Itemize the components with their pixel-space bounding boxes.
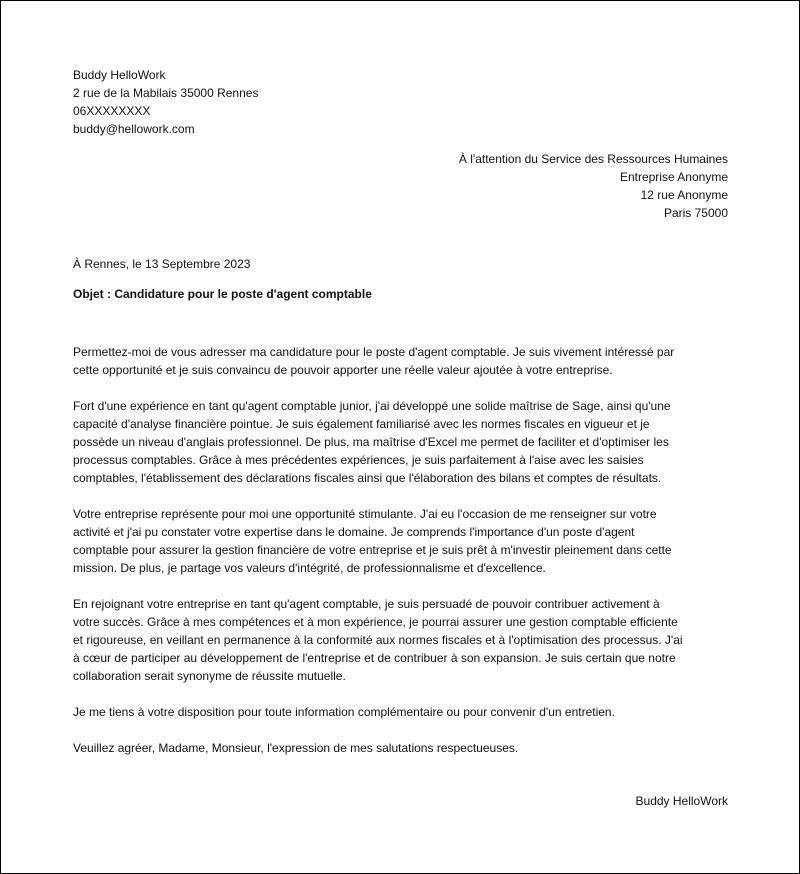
sender-phone: 06XXXXXXXX: [73, 104, 151, 118]
paragraph-line: Je me tiens à votre disposition pour toute information complémentaire ou pour convenir d'un entretien.: [73, 705, 615, 719]
paragraph-line: comptable pour assurer la gestion financière de votre entreprise et je suis prêt à m'investir pleinement dans cette: [73, 543, 672, 557]
recipient-city: Paris 75000: [663, 206, 728, 220]
letter-date: À Rennes, le 13 Septembre 2023: [73, 257, 251, 271]
paragraph-line: votre succès. Grâce à mes compétences et à mon expérience, je pourrai assurer une gestion comptable efficiente: [73, 615, 678, 629]
paragraph-line: cette opportunité et je suis convaincu de pouvoir apporter une réelle valeur ajoutée à votre entreprise.: [73, 363, 613, 377]
letter-body: [73, 343, 733, 775]
sender-email: buddy@hellowork.com: [73, 122, 195, 136]
paragraph-line: Fort d'une expérience en tant qu'agent comptable junior, j'ai développé une solide maîtrise de Sage, ainsi qu'une: [73, 399, 671, 413]
paragraph-line: et rigoureuse, en veillant en permanence à la conformité aux normes fiscales et à l'optimisation des processus. J'ai: [73, 633, 683, 647]
recipient-company: Entreprise Anonyme: [619, 170, 728, 184]
paragraph-line: capacité d'analyse financière pointue. Je suis également familiarisé avec les normes fiscales en vigueur et je: [73, 417, 650, 431]
body-paragraph: [73, 343, 733, 379]
paragraph-line: activité et j'ai pu constater votre expertise dans le domaine. Je comprends l'importance d'un poste d'agent: [73, 525, 635, 539]
body-paragraph: [73, 703, 733, 721]
paragraph-line: processus comptables. Grâce à mes précédentes expériences, je suis parfaitement à l'aise avec les saisies: [73, 453, 644, 467]
paragraph-line: comptables, l'établissement des déclarations fiscales ainsi que l'élaboration des bilans et comptes de résultats.: [73, 471, 662, 485]
paragraph-line: mission. De plus, je partage vos valeurs d'intégrité, de professionnalisme et d'excellence.: [73, 561, 546, 575]
paragraph-line: Veuillez agréer, Madame, Monsieur, l'expression de mes salutations respectueuses.: [73, 741, 519, 755]
sender-address: 2 rue de la Mabilais 35000 Rennes: [73, 86, 259, 100]
recipient-street: 12 rue Anonyme: [640, 188, 728, 202]
body-paragraph: [73, 397, 733, 487]
body-paragraph: [73, 595, 733, 685]
body-paragraph: [73, 505, 733, 577]
paragraph-line: possède un niveau d'anglais professionnel. De plus, ma maîtrise d'Excel me permet de faciliter et d'optimiser les: [73, 435, 669, 449]
letter-subject: Objet : Candidature pour le poste d'agent comptable: [73, 287, 372, 301]
recipient-attention: À l'attention du Service des Ressources Humaines: [458, 152, 728, 166]
body-paragraph: [73, 739, 733, 757]
signature: Buddy HelloWork: [635, 794, 728, 808]
paragraph-line: à cœur de participer au développement de l'entreprise et de contribuer à son expansion. Je suis certain que notre: [73, 651, 676, 665]
recipient-block: [459, 150, 728, 222]
paragraph-line: collaboration serait synonyme de réussite mutuelle.: [73, 669, 346, 683]
sender-block: [73, 66, 258, 138]
paragraph-line: En rejoignant votre entreprise en tant qu'agent comptable, je suis persuadé de pouvoir contribuer activement à: [73, 597, 660, 611]
sender-name: Buddy HelloWork: [73, 68, 166, 82]
paragraph-line: Permettez-moi de vous adresser ma candidature pour le poste d'agent comptable. Je suis vivement intéressé par: [73, 345, 675, 359]
paragraph-line: Votre entreprise représente pour moi une opportunité stimulante. J'ai eu l'occasion de me renseigner sur votre: [73, 507, 657, 521]
